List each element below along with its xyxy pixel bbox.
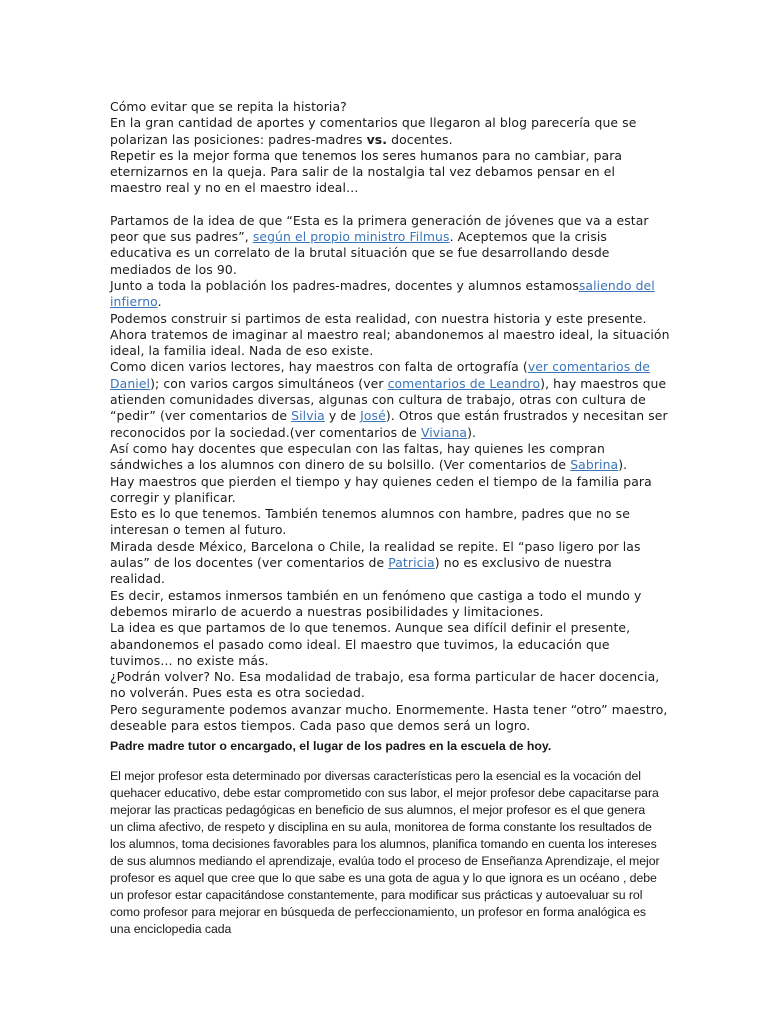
question-heading: Cómo evitar que se repita la historia? [110, 99, 347, 114]
essay-paragraph: El mejor profesor esta determinado por diversas características pero la esencial es la vocación del quehacer educativo, debe estar comprometido con sus labor, el mejor profesor debe capacitarse para mejorar las practicas pedagógicas en beneficio de sus alumnos, el mejor profesor es el que genera un clima afectivo, de respeto y disciplina en su aula, monitorea de forma constante los resultados de los alumnos, toma decisiones favorables para los alumnos, planifica tomando en cuenta los intereses de sus alumnos mediando el aprendizaje, evalúa todo el proceso de Enseñanza Aprendizaje, el mejor profesor es aquel que cree que lo que sabe es una gota de agua y lo que ignora es un océano , debe un profesor estar capacitándose constantemente, para modificar sus prácticas y autoevaluar su rol como profesor para mejorar en búsqueda de perfeccionamiento, un profesor en forma analógica es una enciclopedia cada [110, 769, 660, 936]
section-heading: Padre madre tutor o encargado, el lugar de los padres en la escuela de hoy. [110, 739, 552, 753]
link-silvia[interactable]: Silvia [291, 408, 325, 424]
paragraph [110, 213, 670, 278]
paragraph: ¿Podrán volver? No. Esa modalidad de trabajo, esa forma particular de hacer docencia, no volverán. Pues esta es otra sociedad. [110, 669, 660, 701]
link-viviana[interactable]: Viviana [420, 424, 468, 440]
text: ); con varios cargos simultáneos (ver [150, 375, 388, 391]
paragraph: La idea es que partamos de lo que tenemos. Aunque sea difícil definir el presente, abandonemos el pasado como ideal. El maestro que tuvimos, la educación que tuvimos… no existe más. [110, 620, 631, 668]
paragraph [110, 278, 670, 311]
text: ) no es exclusivo de nuestra realidad. [110, 555, 612, 587]
paragraph [110, 539, 670, 588]
paragraph: Pero seguramente podemos avanzar mucho. Enormemente. Hasta tener “otro” maestro, deseable para estos tiempos. Cada paso que demos será un logro. [110, 701, 668, 733]
essay-section [110, 768, 662, 938]
paragraph: Podemos construir si partimos de esta realidad, con nuestra historia y este presente. Ahora tratemos de imaginar al maestro real; abandonemos al maestro ideal, la situación ideal, la familia ideal. Nada de eso existe. [110, 310, 670, 359]
link-filmus[interactable]: según el propio ministro Filmus [252, 229, 450, 245]
text: Como dicen varios lectores, hay maestros con falta de ortografía ( [110, 359, 528, 375]
paragraph [110, 115, 670, 148]
text: ). [467, 424, 477, 440]
bold-vs: vs. [366, 131, 388, 147]
text: Junto a toda la población los padres-madres, docentes y alumnos estamos [110, 277, 579, 293]
link-sabrina[interactable]: Sabrina [570, 457, 619, 473]
paragraph [110, 441, 670, 474]
link-saliendo-del-infierno[interactable]: saliendo del infierno [110, 277, 655, 310]
text: ). Otros que están frustrados y necesitan ser reconocidos por la sociedad.(ver comentarios de [110, 408, 668, 440]
text: Partamos de la idea de que “Esta es la primera generación de jóvenes que va a estar peor que sus padres”, [110, 212, 649, 245]
paragraph: Es decir, estamos inmersos también en un fenómeno que castiga a todo el mundo y debemos mirarlo de acuerdo a nuestras posibilidades y limitaciones. [110, 587, 642, 619]
text: . [157, 294, 162, 310]
blog-post [110, 99, 670, 734]
text: Mirada desde México, Barcelona o Chile, la realidad se repite. El “paso ligero por las aulas” de los docentes (ver comentarios de [110, 538, 641, 571]
text: Así como hay docentes que especulan con las faltas, hay quienes les compran sándwiches a los alumnos con dinero de su bolsillo. (Ver comentarios de [110, 440, 605, 473]
paragraph: Esto es lo que tenemos. También tenemos alumnos con hambre, padres que no se interesan o temen al futuro. [110, 506, 630, 538]
paragraph: Hay maestros que pierden el tiempo y hay quienes ceden el tiempo de la familia para corregir y planificar. [110, 473, 652, 505]
text: En la gran cantidad de aportes y comentarios que llegaron al blog parecería que se polarizan las posiciones: padres-madres [110, 115, 637, 147]
link-daniel[interactable]: ver comentarios de Daniel [110, 359, 651, 391]
text: y de [324, 408, 361, 424]
text: . Aceptemos que la crisis educativa es un correlato de la brutal situación que se fue desarrollando desde mediados de los 90. [110, 229, 610, 277]
link-leandro[interactable]: comentarios de Leandro [387, 375, 541, 391]
link-jose[interactable]: José [360, 408, 386, 424]
text: ). [618, 457, 628, 473]
link-patricia[interactable]: Patricia [388, 555, 435, 571]
spacer [110, 197, 670, 213]
paragraph [110, 359, 670, 440]
text: docentes. [387, 131, 453, 147]
paragraph: Repetir es la mejor forma que tenemos los seres humanos para no cambiar, para eternizarnos en la queja. Para salir de la nostalgia tal vez debamos pensar en el maestro real y no en el maestro ideal… [110, 147, 623, 196]
text: ), hay maestros que atienden comunidades diversas, algunas con cultura de trabajo, otras con cultura de “pedir” (ver comentarios de [110, 375, 667, 424]
